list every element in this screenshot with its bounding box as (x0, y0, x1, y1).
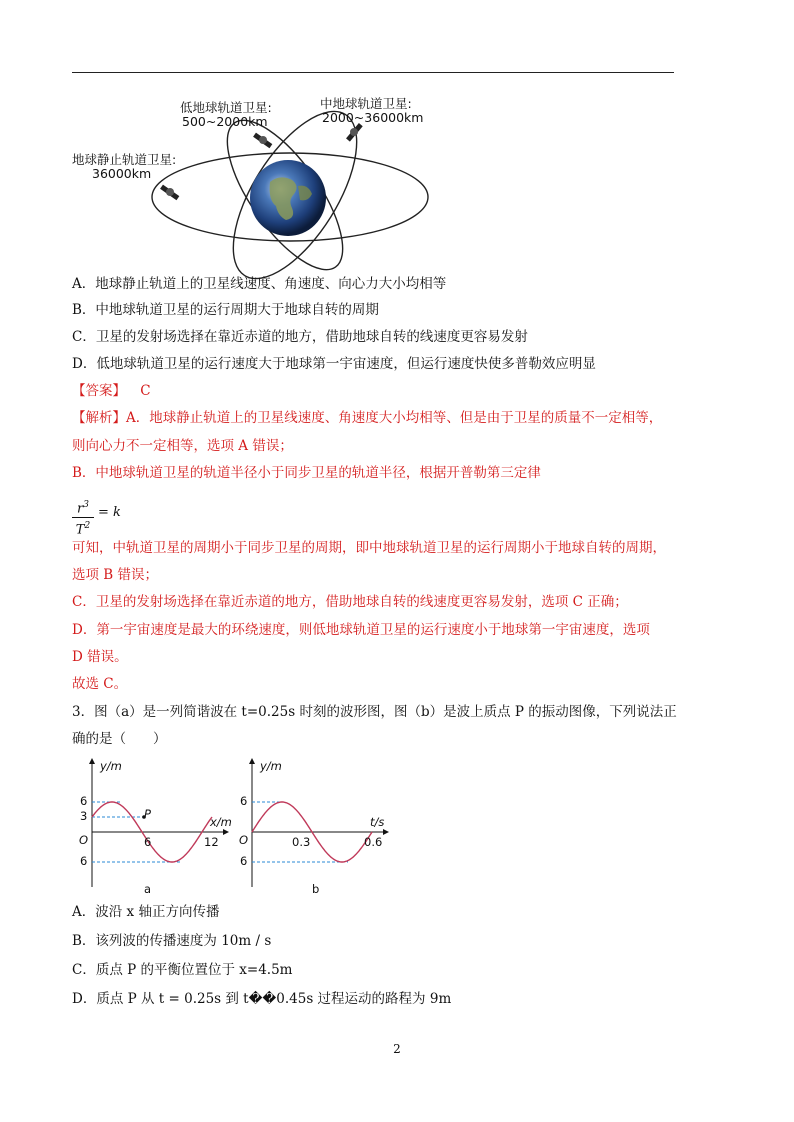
analysis-line-6: C．卫星的发射场选择在靠近赤道的地方，借助地球自转的线速度更容易发射，选项 C 正确； (72, 594, 628, 610)
orbit-figure (70, 90, 450, 290)
analysis-line-1: 【解析】A．地球静止轨道上的卫星线速度、角速度大小均相等、但是由于卫星的质量不一定相等， (72, 410, 663, 426)
answer-line (72, 381, 151, 401)
t-axis-label: t/s (370, 815, 385, 829)
question3-line-2: 确的是（ ） (72, 731, 167, 747)
y-axis-label: y/m (260, 759, 282, 773)
analysis-line-5: 选项 B 错误； (72, 567, 159, 583)
option-c: C．卫星的发射场选择在靠近赤道的地方，借助地球自转的线速度更容易发射 (72, 329, 528, 345)
geo-orbit-label: 地球静止轨道卫星: (72, 152, 177, 167)
geo-orbit-range: 36000km (92, 166, 152, 181)
analysis-label: 【解析】 (72, 410, 126, 426)
x-axis-label: x/m (210, 815, 232, 829)
answer-value: C (140, 383, 151, 399)
graph-a: y/m x/m 6 3 O 6 6 12 P a (79, 759, 232, 896)
y-axis-label: y/m (100, 759, 122, 773)
q3-option-d: D．质点 P 从 t = 0.25s 到 t��0.45s 过程运动的路程为 9m (72, 991, 452, 1007)
q3-option-a: A．波沿 x 轴正方向传播 (72, 904, 220, 920)
caption-b: b (312, 882, 320, 896)
satellite-icon (253, 133, 272, 149)
low-orbit-label: 低地球轨道卫星: (180, 100, 272, 115)
question3-line-1: 3．图（a）是一列简谐波在 t=0.25s 时刻的波形图，图（b）是波上质点 P 的振动图像，下列说法正 (72, 704, 677, 720)
header-rule (72, 72, 674, 73)
mid-orbit-range: 2000~36000km (322, 110, 424, 125)
option-d: D．低地球轨道卫星的运行速度大于地球第一宇宙速度，但运行速度快使多普勒效应明显 (72, 356, 596, 372)
option-a: A．地球静止轨道上的卫星线速度、角速度、向心力大小均相等 (72, 276, 447, 292)
mid-orbit-label: 中地球轨道卫星: (320, 96, 412, 111)
caption-a: a (144, 882, 152, 896)
analysis-line-3: B．中地球轨道卫星的轨道半径小于同步卫星的轨道半径，根据开普勒第三定律 (72, 465, 541, 481)
option-b: B．中地球轨道卫星的运行周期大于地球自转的周期 (72, 302, 379, 318)
analysis-line-4: 可知，中轨道卫星的周期小于同步卫星的周期，即中地球轨道卫星的运行周期小于地球自转的周期， (72, 540, 666, 556)
satellite-icon (160, 185, 179, 201)
kepler-formula: $r^3$ $T^2$ = k (72, 498, 94, 538)
low-orbit-range: 500~2000km (182, 114, 268, 129)
answer-label: 【答案】 (72, 383, 126, 399)
analysis-line-2: 则向心力不一定相等，选项 A 错误； (72, 438, 293, 454)
analysis-line-8: D 错误。 (72, 649, 128, 665)
analysis-line-9: 故选 C。 (72, 676, 128, 692)
analysis-line-7: D．第一宇宙速度是最大的环绕速度，则低地球轨道卫星的运行速度小于地球第一宇宙速度，选项 (72, 622, 650, 638)
q3-option-c: C．质点 P 的平衡位置位于 x=4.5m (72, 962, 293, 978)
graph-b: y/m t/s 6 O 6 0.3 0.6 b (239, 759, 385, 896)
page-number: 2 (393, 1042, 401, 1056)
q3-option-b: B．该列波的传播速度为 10m / s (72, 933, 272, 949)
